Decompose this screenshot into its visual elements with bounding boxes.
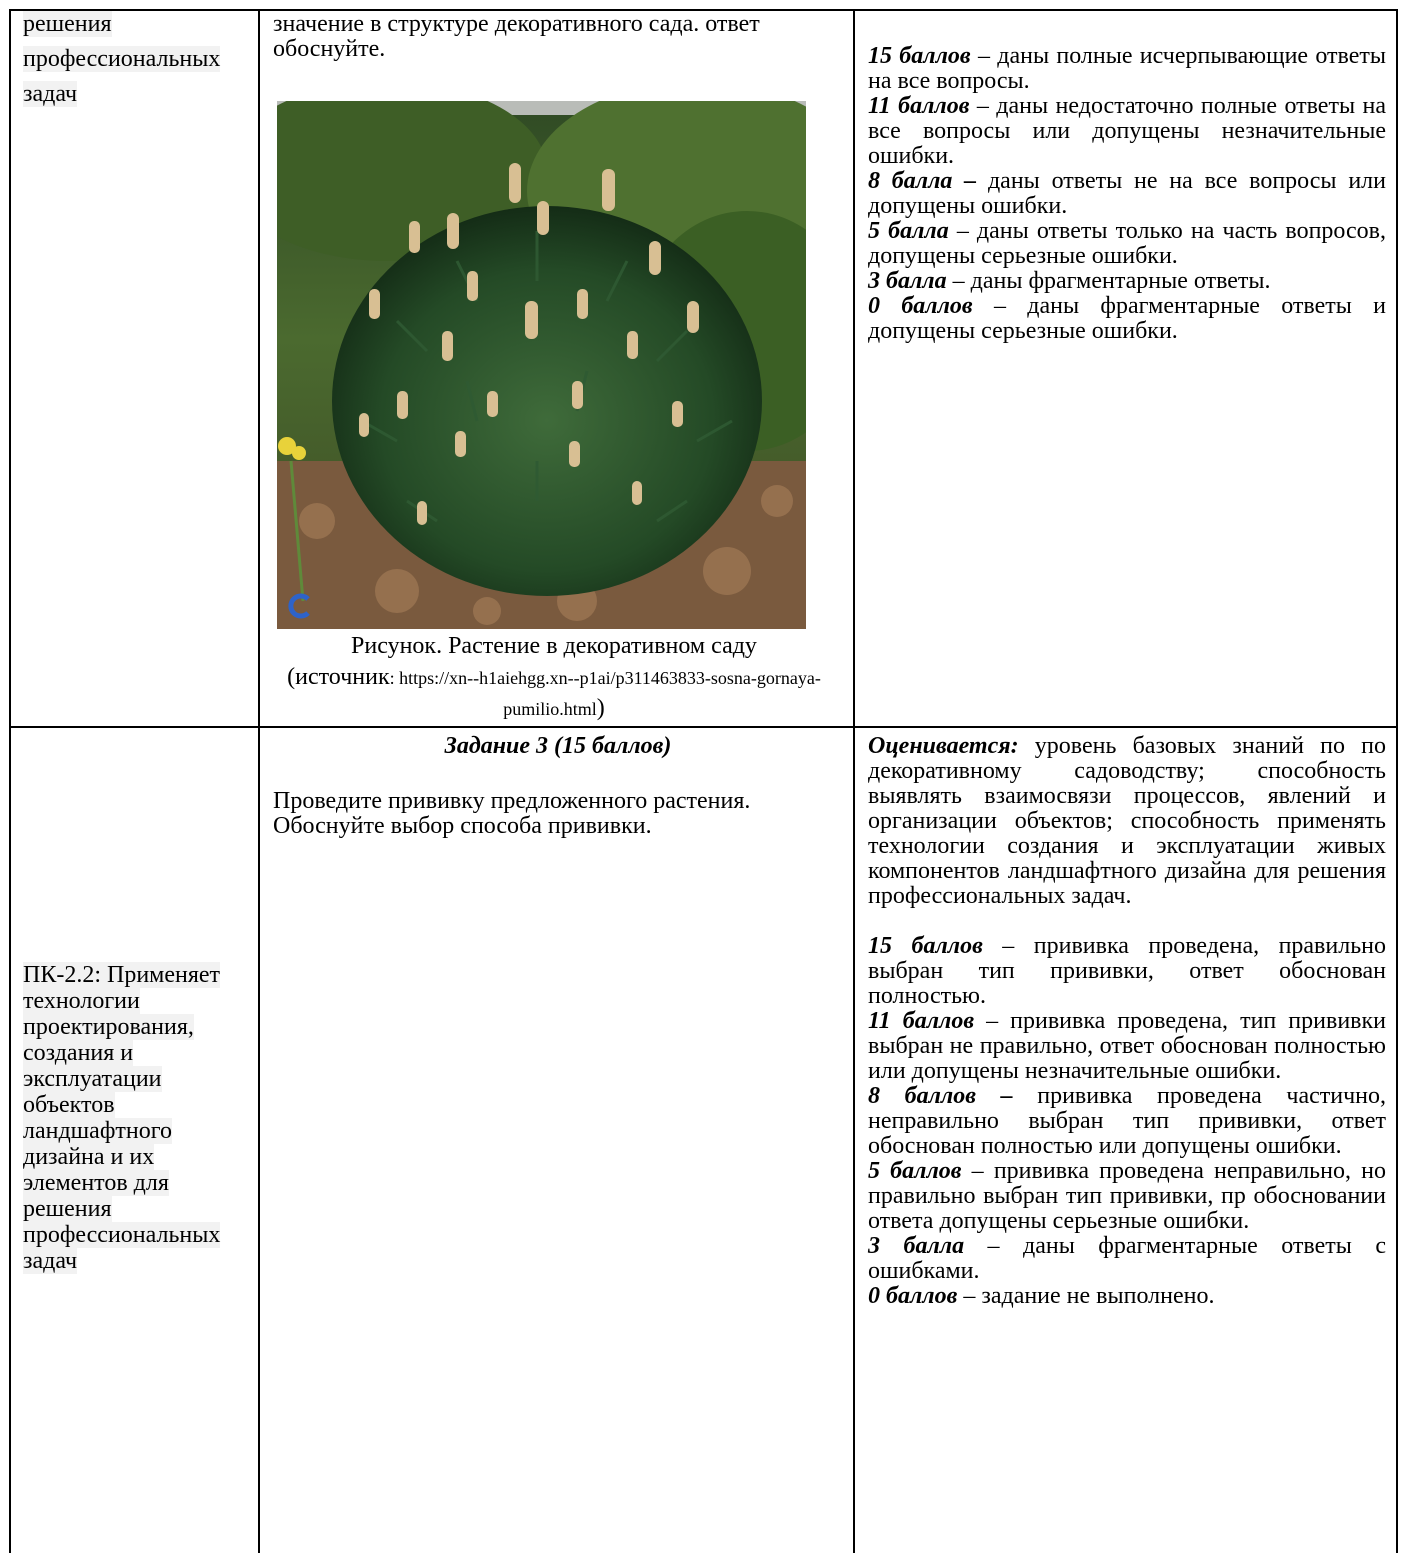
source-open-paren: (	[287, 664, 296, 690]
competency-line: задач	[23, 81, 78, 107]
criterion-item	[868, 1284, 1386, 1309]
competency-cell-bottom	[23, 962, 253, 1274]
competency-line: задач	[23, 1248, 78, 1274]
source-label: источник	[295, 664, 390, 690]
source-close-paren: )	[596, 695, 605, 721]
criteria-cell-top	[868, 44, 1386, 344]
criterion-text: – даны недостаточно полные ответы на все вопросы или допущены незначительные ошибки.	[868, 93, 1386, 169]
criterion-score: 15 баллов	[868, 43, 971, 69]
criterion-score: 0 баллов	[868, 293, 973, 319]
competency-line: дизайна и их	[23, 1144, 155, 1170]
task-cell-bottom	[273, 734, 843, 839]
competency-cell-top	[23, 12, 253, 107]
criterion-score: 3 балла	[868, 1233, 965, 1259]
criterion-item	[868, 169, 1386, 219]
figure-caption	[263, 632, 845, 724]
table-right-border	[1396, 9, 1398, 1553]
assessed-label: Оценивается:	[868, 733, 1019, 759]
task-text-line: Проведите прививку предложенного растения.	[273, 788, 751, 814]
watermark-logo-icon	[288, 593, 314, 619]
row-divider	[9, 726, 1398, 728]
criterion-item	[868, 1159, 1386, 1234]
criterion-item	[868, 294, 1386, 344]
criterion-item	[868, 269, 1386, 294]
table-left-border	[9, 9, 11, 1553]
competency-line: создания и	[23, 1040, 134, 1066]
criterion-item	[868, 1009, 1386, 1084]
competency-line: ПК-2.2: Применяет	[23, 962, 221, 988]
task-text-line: Обоснуйте выбор способа прививки.	[273, 813, 652, 839]
criterion-score: 11 баллов	[868, 93, 970, 119]
column-divider-1	[258, 9, 260, 1553]
criterion-score: 11 баллов	[868, 1008, 975, 1034]
criterion-text: – прививка проведена неправильно, но правильно выбран тип прививки, пр обосновании ответа допущены серьезные ошибки.	[868, 1158, 1386, 1234]
criterion-text: – даны фрагментарные ответы.	[946, 268, 1271, 294]
criterion-text: – даны фрагментарные ответы и допущены серьезные ошибки.	[868, 293, 1386, 344]
criterion-item	[868, 44, 1386, 94]
criterion-score: 15 баллов	[868, 933, 983, 959]
task-cell-top	[273, 12, 843, 62]
competency-line: проектирования,	[23, 1014, 194, 1040]
competency-line: объектов	[23, 1092, 115, 1118]
criterion-text: – задание не выполнено.	[957, 1283, 1215, 1309]
criterion-item	[868, 1234, 1386, 1284]
criteria-cell-bottom	[868, 734, 1386, 1309]
criterion-score: 5 балла	[868, 218, 949, 244]
criterion-item	[868, 1084, 1386, 1159]
criterion-text: даны ответы не на все вопросы или допущены ошибки.	[868, 168, 1386, 219]
plant-photo	[277, 101, 806, 629]
criterion-text: – даны полные исчерпывающие ответы на все вопросы.	[868, 43, 1386, 94]
assessment-description	[868, 734, 1386, 909]
competency-line: ландшафтного	[23, 1118, 172, 1144]
column-divider-2	[853, 9, 855, 1553]
criterion-text: – прививка проведена, тип прививки выбран не правильно, ответ обоснован полностью или допущены незначительные ошибки.	[868, 1008, 1386, 1084]
criterion-text: прививка проведена частично, неправильно выбран тип прививки, ответ обоснован полностью или допущены ошибки.	[868, 1083, 1386, 1159]
competency-line: решения	[23, 1196, 112, 1222]
competency-line: профессиональных	[23, 1222, 221, 1248]
competency-line: элементов для	[23, 1170, 169, 1196]
criterion-score: 8 балла –	[868, 168, 977, 194]
competency-line: профессиональных	[23, 46, 221, 72]
criterion-item	[868, 934, 1386, 1009]
criterion-score: 8 баллов –	[868, 1083, 1013, 1109]
criterion-text: – даны ответы только на часть вопросов, допущены серьезные ошибки.	[868, 218, 1387, 269]
criterion-score: 3 балла	[868, 268, 947, 294]
competency-line: эксплуатации	[23, 1066, 162, 1092]
criterion-score: 0 баллов	[868, 1283, 958, 1309]
source-url: : https://xn--h1aiehgg.xn--p1ai/p311463833-sosna-gornaya-pumilio.html	[389, 668, 821, 719]
task-title: Задание 3 (15 баллов)	[444, 733, 672, 759]
criterion-item	[868, 94, 1386, 169]
task-text-line: значение в структуре декоративного сада. ответ	[273, 11, 760, 37]
criterion-score: 5 баллов	[868, 1158, 962, 1184]
competency-line: технологии	[23, 988, 140, 1014]
criterion-item	[868, 219, 1386, 269]
criterion-text: – даны фрагментарные ответы с ошибками.	[868, 1233, 1386, 1284]
assessed-text: уровень базовых знаний по по декоративному садоводству; способность выявлять взаимосвязи процессов, явлений и организации объектов; способность применять технологии создания и эксплуатации живых компонентов ландшафтного дизайна для решения профессиональных задач.	[868, 733, 1386, 909]
figure-caption-text: Рисунок. Растение в декоративном саду	[351, 633, 757, 659]
competency-line: решения	[23, 11, 112, 37]
task-text-line: обоснуйте.	[273, 36, 386, 62]
criterion-text: – прививка проведена, правильно выбран тип прививки, ответ обоснован полностью.	[868, 933, 1386, 1009]
